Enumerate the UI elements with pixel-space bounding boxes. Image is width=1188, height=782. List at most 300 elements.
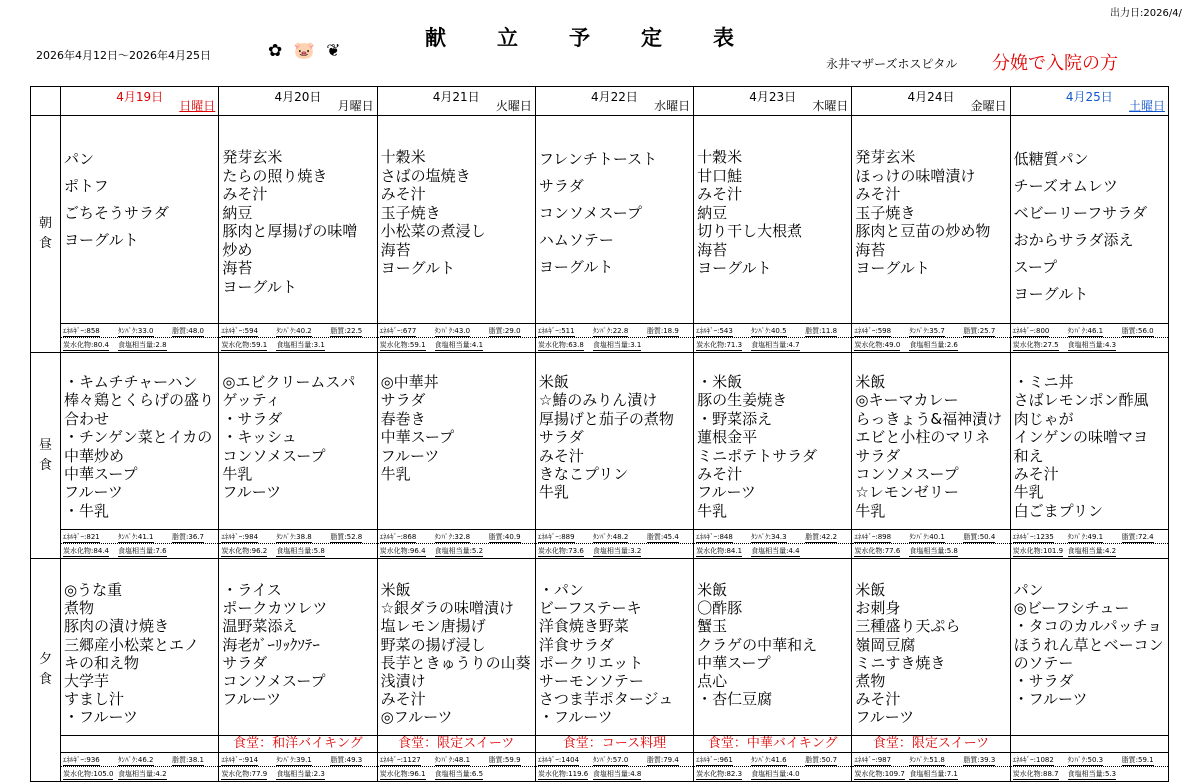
day-date: 4月21日 xyxy=(432,90,480,104)
menu-item: 牛乳 xyxy=(380,465,411,484)
energy-value: ｴﾈﾙｷﾞｰ:987 xyxy=(854,756,892,764)
fat-value: 脂質:42.2 xyxy=(805,533,838,541)
protein-value: ﾀﾝﾊﾟｸ:57.0 xyxy=(592,756,629,764)
meal-label-char: 食 xyxy=(39,672,53,687)
menu-item: ・キムチチャーハン xyxy=(64,373,198,391)
day-date: 4月24日 xyxy=(907,90,955,104)
carbs-value: 炭水化物:73.6 xyxy=(537,547,584,555)
nutrition-row xyxy=(61,338,218,351)
menu-item: 厚揚げと茄子の煮物 xyxy=(538,409,674,428)
menu-item: キの和え物 xyxy=(64,653,140,672)
carbs-value: 炭水化物:77.6 xyxy=(854,547,901,555)
menu-item: ほっけの味噌漬け xyxy=(855,166,976,185)
fat-value: 脂質:52.8 xyxy=(330,533,363,541)
menu-item: みそ汁 xyxy=(855,690,901,709)
menu-list xyxy=(855,148,1007,278)
dinner-cell xyxy=(61,559,219,782)
menu-list xyxy=(381,581,533,727)
menu-item: 点心 xyxy=(697,672,728,691)
lunch-cell xyxy=(694,353,852,559)
nutrition-box xyxy=(852,529,1009,558)
breakfast-cell xyxy=(61,116,219,353)
nutrition-row xyxy=(852,544,1009,557)
dinner-cell xyxy=(694,559,852,782)
energy-value: ｴﾈﾙｷﾞｰ:984 xyxy=(221,533,259,541)
protein-value: ﾀﾝﾊﾟｸ:40.1 xyxy=(909,533,945,541)
menu-item: 海苔 xyxy=(380,240,411,259)
lunch-cell xyxy=(377,353,535,559)
breakfast-label xyxy=(31,116,61,353)
salt-value: 食塩相当量:3.1 xyxy=(276,341,325,349)
nutrition-box xyxy=(1011,752,1168,781)
menu-item: 洋食焼き野菜 xyxy=(538,617,629,636)
nutrition-box xyxy=(61,323,218,352)
fat-value: 脂質:18.9 xyxy=(646,327,679,335)
menu-item: コンソメスープ xyxy=(855,465,959,484)
menu-item: さばの塩焼き xyxy=(380,166,471,185)
cafeteria-note: 食堂：和洋バイキング xyxy=(219,735,376,753)
menu-item: 三郷産小松菜とエノ xyxy=(64,635,200,654)
menu-item: コンソメスープ xyxy=(538,204,643,222)
fat-value: 脂質:40.9 xyxy=(488,533,521,541)
day-header xyxy=(852,87,1010,116)
nutrition-box xyxy=(694,323,851,352)
decorative-flower-icon: ✿ 🐷 ❦ xyxy=(268,41,344,61)
menu-item: らっきょう&福神漬け xyxy=(855,409,1003,428)
menu-item: 和え xyxy=(1013,446,1044,465)
nutrition-row xyxy=(219,767,376,780)
nutrition-row xyxy=(219,338,376,351)
nutrition-box xyxy=(694,529,851,558)
menu-list xyxy=(222,581,374,708)
energy-value: ｴﾈﾙｷﾞｰ:848 xyxy=(696,533,733,541)
day-weekday: 月曜日 xyxy=(337,99,374,113)
menu-item: 甘口鮭 xyxy=(697,166,743,185)
nutrition-box xyxy=(852,752,1009,781)
menu-item: 浅漬け xyxy=(380,672,426,691)
fat-value: 脂質:50.7 xyxy=(805,756,838,764)
nutrition-row xyxy=(61,767,218,780)
menu-item: ヨーグルト xyxy=(538,258,614,276)
day-header xyxy=(1010,87,1168,116)
nutrition-row xyxy=(1011,324,1168,338)
menu-item: 牛乳 xyxy=(697,501,728,520)
menu-item: きなこプリン xyxy=(538,465,629,484)
menu-item: ・野菜添え xyxy=(697,409,773,428)
salt-value: 食塩相当量:2.3 xyxy=(276,770,325,778)
menu-item: ポトフ xyxy=(64,177,109,195)
menu-item: お刺身 xyxy=(855,599,901,618)
menu-item: ミニすき焼き xyxy=(855,653,946,672)
menu-item: ヨーグルト xyxy=(1013,285,1089,303)
audience-label: 分娩で入院の方 xyxy=(992,53,1118,74)
nutrition-row xyxy=(852,767,1009,780)
menu-item: 玉子焼き xyxy=(380,203,441,222)
menu-item: ゲッティ xyxy=(222,391,281,410)
menu-item: ・タコのカルパッチョ xyxy=(1013,617,1163,636)
fat-value: 脂質:11.8 xyxy=(805,327,838,335)
menu-item: 白ごまプリン xyxy=(1013,501,1104,520)
nutrition-box xyxy=(852,323,1009,352)
salt-value: 食塩相当量:4.7 xyxy=(751,341,800,349)
salt-value: 食塩相当量:5.8 xyxy=(276,547,325,555)
menu-item: ヨーグルト xyxy=(222,277,297,296)
salt-value: 食塩相当量:5.2 xyxy=(434,547,484,555)
day-date: 4月23日 xyxy=(749,90,797,104)
carbs-value: 炭水化物:80.4 xyxy=(63,341,109,349)
menu-item: ☆レモンゼリー xyxy=(855,483,959,502)
dinner-label xyxy=(31,559,61,782)
menu-item: 中華スープ xyxy=(64,465,138,484)
fat-value: 脂質:72.4 xyxy=(1121,533,1154,541)
menu-list xyxy=(1014,581,1166,708)
protein-value: ﾀﾝﾊﾟｸ:33.0 xyxy=(118,327,154,335)
nutrition-box xyxy=(61,752,218,781)
menu-item: 肉じゃが xyxy=(1013,409,1074,428)
menu-item: 十穀米 xyxy=(380,148,426,166)
menu-item: 十穀米 xyxy=(697,148,743,166)
menu-item: みそ汁 xyxy=(222,185,268,203)
carbs-value: 炭水化物:88.7 xyxy=(1012,770,1059,778)
menu-item: 野菜の揚げ浸し xyxy=(380,635,486,654)
nutrition-row xyxy=(852,530,1009,544)
fat-value: 脂質:36.7 xyxy=(172,533,204,541)
salt-value: 食塩相当量:4.0 xyxy=(751,770,800,778)
menu-item: サラダ xyxy=(538,428,584,447)
menu-item: 豚の生姜焼き xyxy=(697,391,788,410)
carbs-value: 炭水化物:96.4 xyxy=(379,547,426,555)
fat-value: 脂質:59.1 xyxy=(1121,756,1154,764)
energy-value: ｴﾈﾙｷﾞｰ:821 xyxy=(63,533,100,541)
fat-value: 脂質:25.7 xyxy=(963,327,996,335)
menu-table xyxy=(30,86,1169,782)
menu-item: エビと小柱のマリネ xyxy=(855,428,991,447)
menu-item: 米飯 xyxy=(855,373,886,391)
nutrition-box xyxy=(1011,529,1168,558)
menu-item: フルーツ xyxy=(697,483,756,502)
carbs-value: 炭水化物:96.2 xyxy=(221,547,268,555)
lunch-row xyxy=(31,353,1169,559)
menu-item: ◎中華丼 xyxy=(380,373,439,391)
protein-value: ﾀﾝﾊﾟｸ:41.1 xyxy=(118,533,154,541)
menu-item: 嶺岡豆腐 xyxy=(855,635,916,654)
breakfast-cell xyxy=(694,116,852,353)
menu-item: 豚肉と厚揚げの味噌 xyxy=(222,222,358,240)
energy-value: ｴﾈﾙｷﾞｰ:868 xyxy=(379,533,417,541)
menu-list xyxy=(855,581,1007,727)
fat-value: 脂質:59.9 xyxy=(488,756,521,764)
carbs-value: 炭水化物:101.9 xyxy=(1012,547,1064,555)
salt-value: 食塩相当量:3.1 xyxy=(592,341,642,349)
protein-value: ﾀﾝﾊﾟｸ:35.7 xyxy=(909,327,945,335)
menu-item: ☆鰆のみりん漬け xyxy=(538,391,658,410)
menu-item: 中華スープ xyxy=(380,428,455,447)
menu-item: 海苔 xyxy=(855,240,886,259)
menu-item: ◎フルーツ xyxy=(380,708,453,727)
dinner-cell xyxy=(852,559,1010,782)
menu-item: ・サラダ xyxy=(1013,672,1074,691)
menu-item: ほうれん草とベーコン xyxy=(1013,635,1164,654)
menu-item: ハムソテー xyxy=(538,231,614,249)
menu-item: さつま芋ポタージュ xyxy=(538,690,674,709)
menu-item: 牛乳 xyxy=(855,501,886,520)
nutrition-row xyxy=(378,530,535,544)
lunch-label xyxy=(31,353,61,559)
menu-item: 大学芋 xyxy=(64,672,110,691)
fat-value: 脂質:56.0 xyxy=(1121,327,1154,335)
nutrition-row xyxy=(694,544,851,557)
fat-value: 脂質:39.3 xyxy=(963,756,996,764)
menu-item: 長芋ときゅうりの山葵 xyxy=(380,653,531,672)
protein-value: ﾀﾝﾊﾟｸ:46.2 xyxy=(118,756,154,764)
menu-item: ・ミニ丼 xyxy=(1013,373,1074,391)
menu-item: 米飯 xyxy=(380,581,411,599)
carbs-value: 炭水化物:84.1 xyxy=(696,547,743,555)
salt-value: 食塩相当量:4.2 xyxy=(118,770,167,778)
menu-item: 蓮根金平 xyxy=(697,428,758,447)
menu-item: 海苔 xyxy=(697,240,728,259)
nutrition-row xyxy=(61,544,218,557)
cafeteria-note: 食堂：限定スイーツ xyxy=(378,735,535,753)
menu-list xyxy=(222,148,374,296)
menu-item: 米飯 xyxy=(697,581,728,599)
energy-value: ｴﾈﾙｷﾞｰ:543 xyxy=(696,327,733,335)
menu-item: ごちそうサラダ xyxy=(64,204,169,222)
salt-value: 食塩相当量:3.2 xyxy=(592,547,642,555)
hospital-name: 永井マザーズホスピタル xyxy=(826,57,958,71)
protein-value: ﾀﾝﾊﾟｸ:40.5 xyxy=(751,327,787,335)
menu-item: ・フルーツ xyxy=(1013,690,1088,709)
menu-item: ・フルーツ xyxy=(64,708,138,727)
menu-item: みそ汁 xyxy=(697,465,743,484)
menu-item: 牛乳 xyxy=(1013,483,1044,502)
protein-value: ﾀﾝﾊﾟｸ:34.3 xyxy=(751,533,787,541)
breakfast-cell xyxy=(535,116,693,353)
nutrition-box xyxy=(219,323,376,352)
menu-item: 海老ｶﾞｰﾘｯｸｿﾃｰ xyxy=(222,635,320,654)
day-header xyxy=(61,87,219,116)
day-date: 4月22日 xyxy=(591,90,638,104)
nutrition-row xyxy=(852,338,1009,351)
menu-item: 煮物 xyxy=(64,599,95,618)
salt-value: 食塩相当量:2.6 xyxy=(909,341,958,349)
nutrition-row xyxy=(378,338,535,351)
menu-list xyxy=(222,373,374,502)
menu-list xyxy=(64,373,216,520)
menu-item: ヨーグルト xyxy=(380,259,456,277)
day-header xyxy=(219,87,377,116)
energy-value: ｴﾈﾙｷﾞｰ:936 xyxy=(63,756,100,764)
carbs-value: 炭水化物:109.7 xyxy=(854,770,905,778)
breakfast-cell xyxy=(219,116,377,353)
page-title: 献立予定表 xyxy=(425,26,785,50)
salt-value: 食塩相当量:5.3 xyxy=(1067,770,1117,778)
nutrition-box xyxy=(1011,323,1168,352)
menu-list xyxy=(539,581,691,727)
menu-item: 米飯 xyxy=(538,373,569,391)
menu-item: たらの照り焼き xyxy=(222,166,328,185)
dinner-cell xyxy=(535,559,693,782)
nutrition-row xyxy=(61,530,218,544)
menu-list xyxy=(1014,373,1166,520)
print-date: 出力日:2026/4/ xyxy=(1110,8,1182,19)
menu-item: ・サラダ xyxy=(222,409,283,428)
menu-item: ◎キーマカレー xyxy=(855,391,959,410)
protein-value: ﾀﾝﾊﾟｸ:43.0 xyxy=(434,327,471,335)
day-weekday: 日曜日 xyxy=(179,99,216,113)
menu-item: ヨーグルト xyxy=(64,231,139,249)
menu-item: ビーフステーキ xyxy=(538,599,642,618)
protein-value: ﾀﾝﾊﾟｸ:51.8 xyxy=(909,756,945,764)
menu-item: 発芽玄米 xyxy=(222,148,283,166)
salt-value: 食塩相当量:2.8 xyxy=(118,341,167,349)
carbs-value: 炭水化物:49.0 xyxy=(854,341,901,349)
menu-item: ・キッシュ xyxy=(222,428,297,447)
menu-item: サラダ xyxy=(380,391,426,410)
menu-item: チーズオムレツ xyxy=(1013,177,1118,195)
menu-item: 牛乳 xyxy=(222,465,253,484)
nutrition-box xyxy=(219,752,376,781)
carbs-value: 炭水化物:96.1 xyxy=(379,770,426,778)
lunch-cell xyxy=(61,353,219,559)
menu-item: ・パン xyxy=(538,581,584,599)
cafeteria-note: 食堂：中華バイキング xyxy=(694,735,851,753)
protein-value: ﾀﾝﾊﾟｸ:41.6 xyxy=(751,756,787,764)
salt-value: 食塩相当量:7.6 xyxy=(118,547,167,555)
carbs-value: 炭水化物:119.6 xyxy=(537,770,589,778)
nutrition-row xyxy=(378,324,535,338)
nutrition-row xyxy=(536,530,693,544)
energy-value: ｴﾈﾙｷﾞｰ:898 xyxy=(854,533,892,541)
menu-item: サラダ xyxy=(538,177,584,195)
menu-item: 合わせ xyxy=(64,409,110,428)
nutrition-row xyxy=(219,544,376,557)
menu-item: おからサラダ添え xyxy=(1013,231,1134,249)
cafeteria-note: 食堂：コース料理 xyxy=(536,735,693,753)
protein-value: ﾀﾝﾊﾟｸ:49.1 xyxy=(1067,533,1104,541)
breakfast-cell xyxy=(852,116,1010,353)
lunch-cell xyxy=(535,353,693,559)
nutrition-box xyxy=(378,323,535,352)
energy-value: ｴﾈﾙｷﾞｰ:961 xyxy=(696,756,733,764)
energy-value: ｴﾈﾙｷﾞｰ:1235 xyxy=(1012,533,1054,541)
nutrition-row xyxy=(536,338,693,351)
energy-value: ｴﾈﾙｷﾞｰ:1082 xyxy=(1012,756,1054,764)
dinner-cell xyxy=(1010,559,1168,782)
nutrition-box xyxy=(61,529,218,558)
menu-item: フルーツ xyxy=(222,690,282,709)
nutrition-row xyxy=(694,767,851,780)
nutrition-row xyxy=(694,530,851,544)
meal-label-char: 昼 xyxy=(39,437,53,453)
energy-value: ｴﾈﾙｷﾞｰ:1404 xyxy=(537,756,580,764)
carbs-value: 炭水化物:82.3 xyxy=(696,770,743,778)
lunch-cell xyxy=(852,353,1010,559)
day-header xyxy=(377,87,535,116)
protein-value: ﾀﾝﾊﾟｸ:48.1 xyxy=(434,756,471,764)
nutrition-row xyxy=(694,324,851,338)
menu-item: サラダ xyxy=(855,446,901,465)
energy-value: ｴﾈﾙｷﾞｰ:1127 xyxy=(379,756,421,764)
fat-value: 脂質:38.1 xyxy=(172,756,204,764)
menu-item: 三種盛り天ぷら xyxy=(855,617,961,636)
menu-item: のソテー xyxy=(1013,653,1074,672)
menu-item: 米飯 xyxy=(855,581,886,599)
menu-item: ポークカツレツ xyxy=(222,599,328,618)
menu-list xyxy=(697,148,849,278)
day-weekday: 土曜日 xyxy=(1128,99,1165,113)
menu-item: すまし汁 xyxy=(64,690,125,709)
nutrition-box xyxy=(219,529,376,558)
menu-item: スープ xyxy=(1013,258,1058,276)
menu-item: ◎うな重 xyxy=(64,581,123,599)
menu-item: ◎エビクリームスパ xyxy=(222,373,356,391)
salt-value: 食塩相当量:7.1 xyxy=(909,770,958,778)
menu-item: パン xyxy=(1013,581,1044,599)
dinner-row xyxy=(31,559,1169,782)
menu-item: 牛乳 xyxy=(538,483,569,502)
menu-item: 玉子焼き xyxy=(855,203,916,222)
menu-item: ・ライス xyxy=(222,581,282,599)
menu-item: みそ汁 xyxy=(380,185,426,203)
carbs-value: 炭水化物:84.4 xyxy=(63,547,109,555)
protein-value: ﾀﾝﾊﾟｸ:38.8 xyxy=(276,533,312,541)
menu-item: 納豆 xyxy=(222,203,253,222)
protein-value: ﾀﾝﾊﾟｸ:48.2 xyxy=(592,533,629,541)
menu-item: 〇酢豚 xyxy=(697,599,743,618)
menu-item: 納豆 xyxy=(697,203,728,222)
menu-item: 炒め xyxy=(222,240,253,259)
menu-list xyxy=(381,148,533,278)
menu-item: ・チンゲン菜とイカの xyxy=(64,428,213,447)
date-range: 2026年4月12日〜2026年4月25日 xyxy=(36,49,211,62)
menu-list xyxy=(855,373,1007,520)
menu-item: ポークリエット xyxy=(538,653,644,672)
day-weekday: 水曜日 xyxy=(654,99,691,113)
menu-list xyxy=(697,581,849,708)
menu-item: ・米飯 xyxy=(697,373,743,391)
nutrition-box xyxy=(536,529,693,558)
nutrition-row xyxy=(219,324,376,338)
menu-item: みそ汁 xyxy=(1013,465,1059,484)
menu-list xyxy=(697,373,849,520)
fat-value: 脂質:49.3 xyxy=(330,756,363,764)
nutrition-row xyxy=(1011,338,1168,351)
menu-item: 棒々鶏とくらげの盛り xyxy=(64,391,215,410)
menu-item: ・牛乳 xyxy=(64,501,110,520)
nutrition-row xyxy=(1011,544,1168,557)
menu-item: 洋食サラダ xyxy=(538,635,614,654)
menu-item: 春巻き xyxy=(380,409,426,428)
menu-item: ◎ビーフシチュー xyxy=(1013,599,1130,618)
menu-item: 中華スープ xyxy=(697,653,771,672)
menu-item: 煮物 xyxy=(855,672,886,691)
menu-item: ヨーグルト xyxy=(855,259,930,277)
salt-value: 食塩相当量:5.8 xyxy=(909,547,958,555)
nutrition-row xyxy=(536,544,693,557)
cafeteria-note xyxy=(1011,735,1168,753)
carbs-value: 炭水化物:105.0 xyxy=(63,770,114,778)
menu-item: サーモンソテー xyxy=(538,672,644,691)
energy-value: ｴﾈﾙｷﾞｰ:914 xyxy=(221,756,259,764)
fat-value: 脂質:48.0 xyxy=(172,327,204,335)
nutrition-box xyxy=(694,752,851,781)
menu-item: みそ汁 xyxy=(855,185,901,203)
nutrition-row xyxy=(536,767,693,780)
breakfast-cell xyxy=(377,116,535,353)
day-header xyxy=(535,87,693,116)
cafeteria-note: 食堂：限定スイーツ xyxy=(852,735,1009,753)
